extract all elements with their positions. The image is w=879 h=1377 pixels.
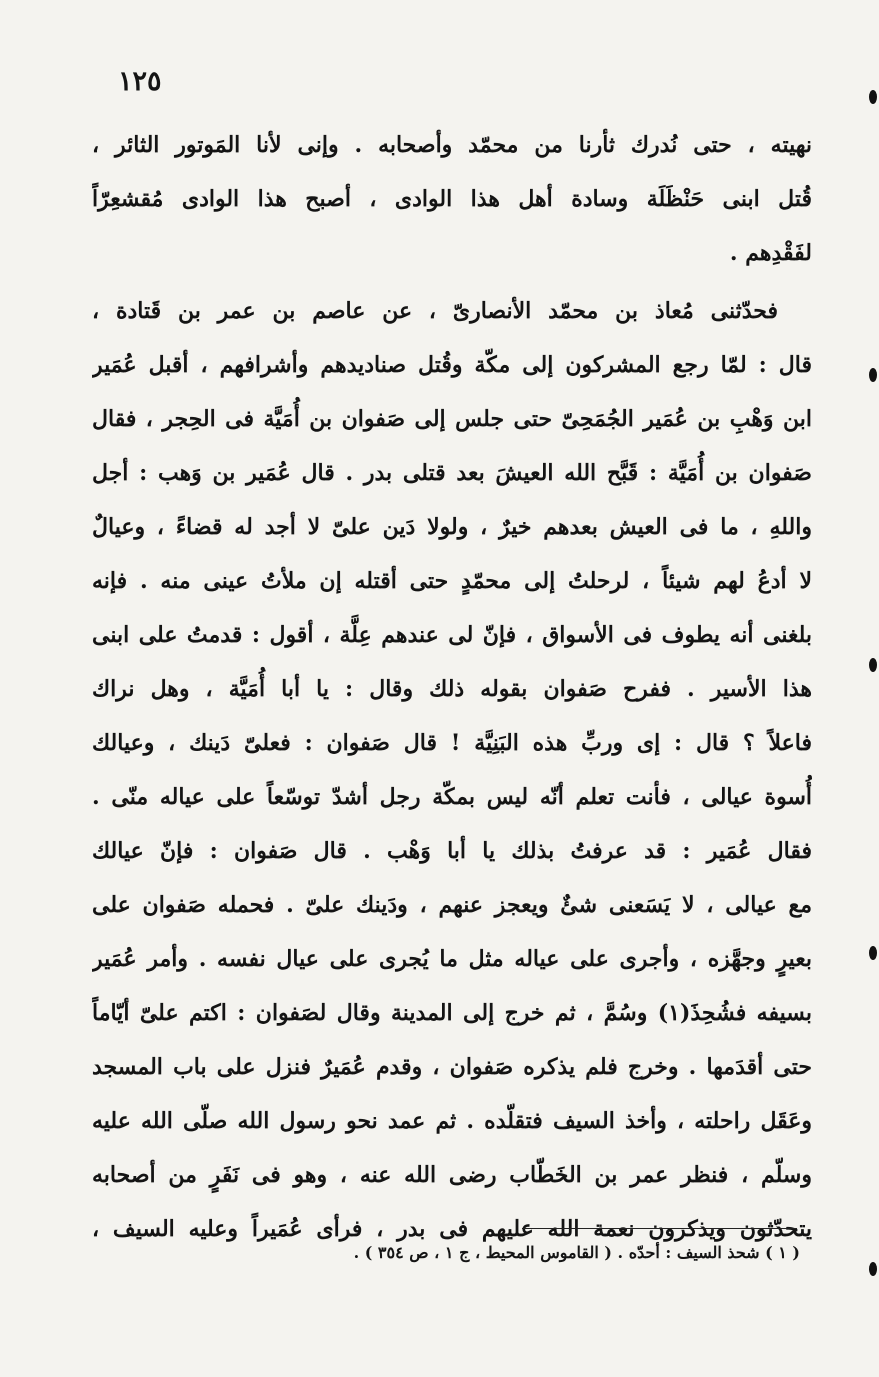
text-line: أُسوة عيالى ، فأنت تعلم أنّه ليس بمكّة رجل أشدّ توسّعاً على عياله منّى . (92, 784, 812, 810)
margin-mark (869, 1262, 877, 1276)
margin-mark (869, 658, 877, 672)
footnote: ( ١ ) شحذ السيف : أحدّه . ( القاموس المحيط ، ج ١ ، ص ٣٥٤ ) . (353, 1243, 800, 1262)
text-line: فحدّثنى مُعاذ بن محمّد الأنصارىّ ، عن عاصم بن عمر بن قَتادة ، (92, 298, 778, 324)
text-line: مع عيالى ، لا يَسَعنى شئٌ ويعجز عنهم ، ودَينك علىّ . فحمله صَفوان على (92, 892, 812, 918)
text-line: بعيرٍ وجهَّزه ، وأجرى على عياله مثل ما يُجرى على عيال نفسه . وأمر عُمَير (92, 946, 812, 972)
text-line: حتى أقدَمها . وخرج فلم يذكره صَفوان ، وقدم عُمَيرٌ فنزل على باب المسجد (92, 1054, 812, 1080)
margin-mark (869, 90, 877, 104)
text-line: وسلّم ، فنظر عمر بن الخَطّاب رضى الله عنه ، وهو فى نَفَرٍ من أصحابه (92, 1162, 812, 1188)
text-line: قال : لمّا رجع المشركون إلى مكّة وقُتل صناديدهم وأشرافهم ، أقبل عُمَير (92, 352, 812, 378)
page-number: ١٢٥ (118, 66, 162, 97)
text-line: بسيفه فشُحِذَ(١) وسُمَّ ، ثم خرج إلى المدينة وقال لصَفوان : اكتم علىّ أيّاماً (92, 1000, 812, 1026)
text-line: نهيته ، حتى نُدرك ثأرنا من محمّد وأصحابه . وإنى لأنا المَوتور الثائر ، (92, 132, 812, 158)
paragraph-2 (92, 284, 812, 1256)
text-line: واللهِ ، ما فى العيش بعدهم خيرٌ ، ولولا دَين علىّ لا أجد له قضاءً ، وعيالٌ (92, 514, 812, 540)
text-line: يتحدّثون ويذكرون نعمة الله عليهم فى بدر ، فرأى عُمَيراً وعليه السيف ، (92, 1216, 812, 1242)
margin-mark (869, 946, 877, 960)
footnote-divider (522, 1228, 797, 1229)
paragraph-1 (92, 118, 812, 280)
text-line: قُتل ابنى حَنْظَلَة وسادة أهل هذا الوادى ، أصبح هذا الوادى مُقشعِرّاً (92, 186, 812, 212)
text-line: وعَقَل راحلته ، وأخذ السيف فتقلّده . ثم عمد نحو رسول الله صلّى الله عليه (92, 1108, 812, 1134)
margin-mark (869, 368, 877, 382)
text-line: فقال عُمَير : قد عرفتُ بذلك يا أبا وَهْب . قال صَفوان : فإنّ عيالك (92, 838, 812, 864)
text-line: بلغنى أنه يطوف فى الأسواق ، فإنّ لى عندهم عِلَّة ، أقول : قدمتُ على ابنى (92, 622, 812, 648)
text-line: ابن وَهْبِ بن عُمَير الجُمَحِىّ حتى جلس إلى صَفوان بن أُمَيَّة فى الحِجر ، فقال (92, 406, 812, 432)
text-line: صَفوان بن أُمَيَّة : قَبَّح الله العيشَ بعد قتلى بدر . قال عُمَير بن وَهب : أجل (92, 460, 812, 486)
text-line: فاعلاً ؟ قال : إى وربِّ هذه البَنِيَّة ! قال صَفوان : فعلىّ دَينك ، وعيالك (92, 730, 812, 756)
text-line: لفَقْدِهم . (729, 240, 812, 266)
text-line: لا أدعُ لهم شيئاً ، لرحلتُ إلى محمّدٍ حتى أقتله إن ملأتُ عينى منه . فإنه (92, 568, 812, 594)
text-line: هذا الأسير . ففرح صَفوان بقوله ذلك وقال : يا أبا أُمَيَّة ، وهل نراك (92, 676, 812, 702)
